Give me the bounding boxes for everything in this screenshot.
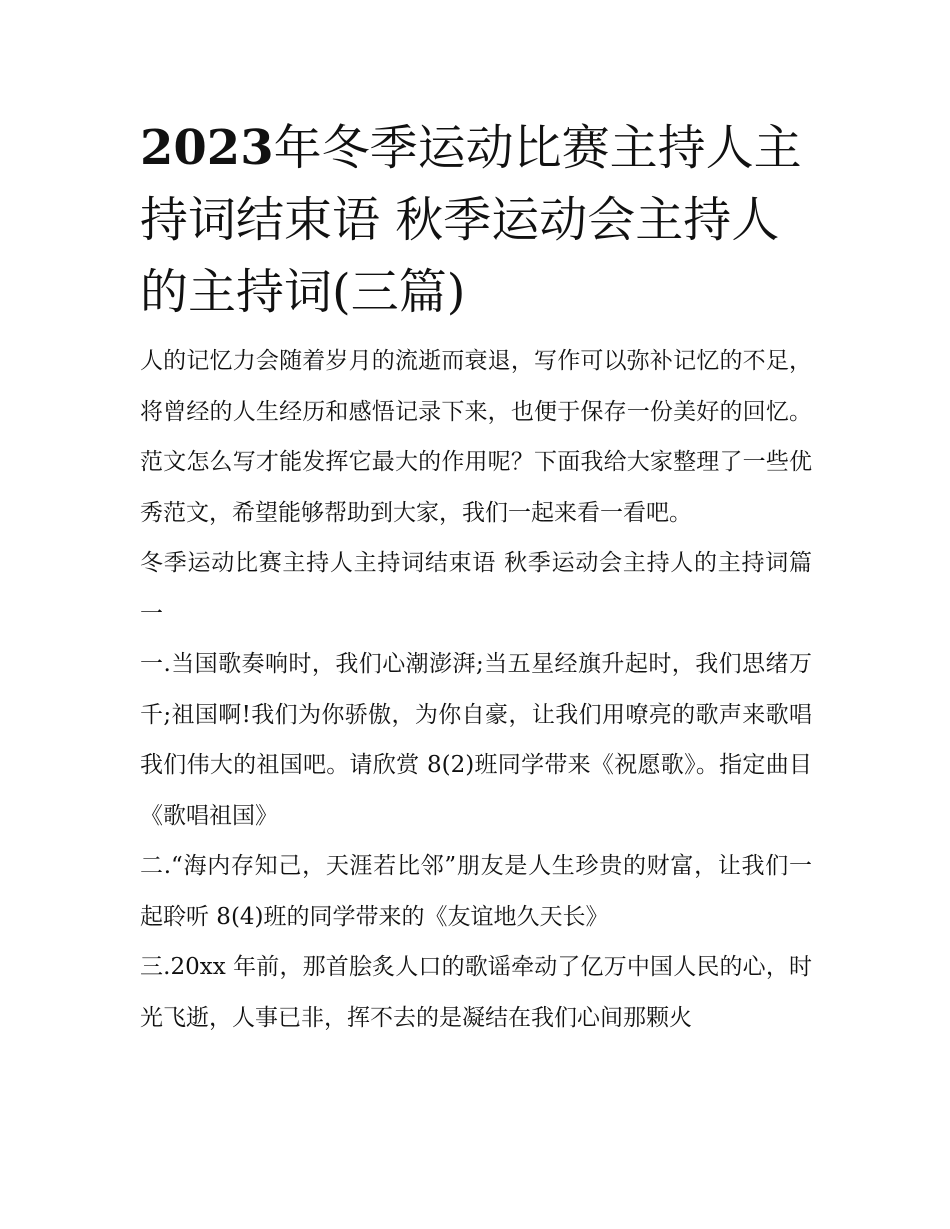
title-text: 年冬季运动比赛主持人主持词结束语 秋季运动会主持人的主持词(三篇) bbox=[140, 120, 802, 320]
document-body bbox=[140, 336, 812, 1043]
title-year: 2023 bbox=[140, 120, 274, 176]
document-content bbox=[140, 112, 812, 1043]
intro-paragraph: 人的记忆力会随着岁月的流逝而衰退，写作可以弥补记忆的不足，将曾经的人生经历和感悟记录下来，也便于保存一份美好的回忆。范文怎么写才能发挥它最大的作用呢？下面我给大家整理了一些优秀范文，希望能够帮助到大家，我们一起来看一看吧。 bbox=[140, 348, 812, 526]
document-title bbox=[140, 112, 812, 328]
paragraph-item-2: 二.“海内存知己，天涯若比邻”朋友是人生珍贵的财富，让我们一起聆听 8(4)班的同学带来的《友谊地久天长》 bbox=[140, 853, 812, 930]
paragraph-item-3: 三.20xx 年前，那首脍炙人口的歌谣牵动了亿万中国人民的心，时光飞逝，人事已非，挥不去的是凝结在我们心间那颗火 bbox=[140, 954, 812, 1031]
section-heading: 冬季运动比赛主持人主持词结束语 秋季运动会主持人的主持词篇一 bbox=[140, 550, 812, 627]
paragraph-item-1: 一.当国歌奏响时，我们心潮澎湃;当五星经旗升起时，我们思绪万千;祖国啊!我们为你骄傲，为你自豪，让我们用嘹亮的歌声来歌唱我们伟大的祖国吧。请欣赏 8(2)班同学带来《祝愿歌》。指定曲目《歌唱祖国》 bbox=[140, 651, 812, 829]
